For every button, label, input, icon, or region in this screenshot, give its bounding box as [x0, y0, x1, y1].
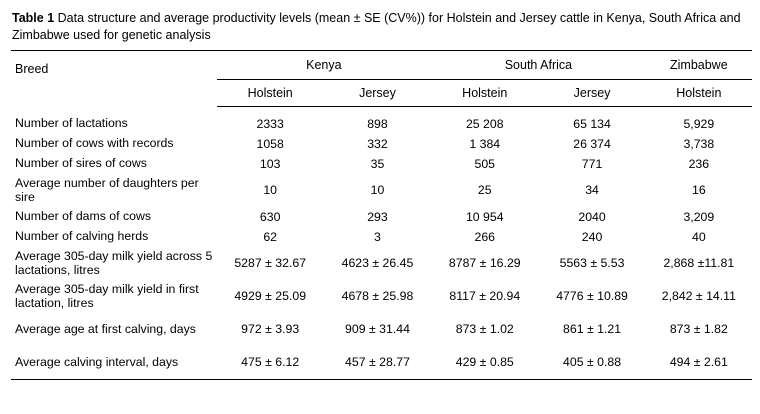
- table-header-sub-row: [11, 79, 752, 106]
- table-caption-label: Table 1: [12, 11, 55, 25]
- subheader-south-africa-jersey: Jersey: [538, 79, 645, 106]
- row-value: 909 ± 31.44: [345, 322, 410, 336]
- row-value: 457 ± 28.77: [324, 346, 431, 380]
- row-value: 5563 ± 5.53: [559, 256, 625, 270]
- row-value: 8117 ± 20.94: [449, 289, 521, 303]
- table-row: [11, 134, 752, 154]
- spacer-cell: [431, 106, 538, 114]
- table-row: [11, 313, 752, 346]
- row-value: 972 ± 3.93: [241, 322, 300, 336]
- row-value: 898: [367, 116, 388, 131]
- row-value: 16: [692, 183, 706, 197]
- row-value: 630: [259, 209, 281, 224]
- row-value: 103: [259, 156, 281, 171]
- row-value: 2,868 ±11.81: [663, 256, 735, 270]
- row-label: Average number of daughters per sire: [15, 175, 199, 204]
- subheader-kenya-holstein: Holstein: [217, 79, 324, 106]
- row-value: 494 ± 2.61: [646, 346, 752, 380]
- row-value: 2333: [256, 116, 284, 131]
- row-value: 861 ± 1.21: [563, 322, 622, 336]
- row-value: 34: [585, 183, 599, 197]
- table-header-group-row: [11, 51, 752, 80]
- row-value: 332: [367, 136, 388, 151]
- row-label: Average 305-day milk yield across 5 lactations, litres: [15, 248, 213, 277]
- row-label: Number of calving herds: [15, 229, 149, 244]
- table-row: [11, 207, 752, 227]
- row-value: 873 ± 1.82: [669, 322, 728, 336]
- row-value: 8787 ± 16.29: [448, 256, 521, 270]
- row-value: 240: [581, 229, 603, 244]
- spacer-cell: [11, 106, 217, 114]
- row-value: 3,209: [683, 209, 715, 224]
- row-value: 25: [477, 183, 492, 197]
- group-header-kenya: Kenya: [217, 51, 432, 80]
- row-value: 505: [474, 156, 496, 171]
- row-label: Number of lactations: [15, 116, 128, 131]
- row-value: 2040: [578, 209, 606, 224]
- stub-subheader-blank: [11, 79, 217, 106]
- table-row: [11, 114, 752, 134]
- spacer-cell: [324, 106, 431, 114]
- row-label: Average calving interval, days: [11, 346, 217, 380]
- row-value: 873 ± 1.02: [455, 322, 514, 336]
- row-value: 4623 ± 26.45: [341, 256, 414, 270]
- row-label: Average 305-day milk yield in first lactation, litres: [15, 281, 199, 310]
- row-value: 5287 ± 32.67: [234, 256, 307, 270]
- row-value: 35: [370, 156, 385, 171]
- row-value: 4929 ± 25.09: [234, 289, 307, 303]
- row-value: 3,738: [683, 136, 715, 151]
- row-label: Number of cows with records: [15, 136, 174, 151]
- data-table: [11, 50, 752, 380]
- row-value: 62: [263, 229, 278, 244]
- group-header-zimbabwe: Zimbabwe: [646, 51, 752, 80]
- row-value: 25 208: [465, 116, 504, 131]
- row-value: 2,842 ± 14.11: [661, 289, 736, 303]
- group-header-south-africa: South Africa: [431, 51, 646, 80]
- table-row: [11, 174, 752, 207]
- row-label: Average age at first calving, days: [15, 321, 196, 336]
- row-value: 40: [692, 229, 706, 244]
- table-row: [11, 280, 752, 313]
- row-value: 1 384: [469, 136, 501, 151]
- subheader-zimbabwe-holstein: Holstein: [646, 79, 752, 106]
- row-value: 65 134: [573, 116, 611, 131]
- table-row: [11, 227, 752, 247]
- row-value: 4678 ± 25.98: [341, 289, 414, 303]
- row-label: Number of dams of cows: [15, 209, 151, 224]
- subheader-south-africa-holstein: Holstein: [431, 79, 538, 106]
- spacer-cell: [217, 106, 324, 114]
- row-value: 10: [370, 183, 385, 197]
- stub-header: Breed: [11, 51, 217, 80]
- table-caption: [12, 10, 754, 44]
- row-value: 10: [263, 183, 278, 197]
- row-value: 4776 ± 10.89: [556, 289, 628, 303]
- spacer-cell: [538, 106, 645, 114]
- subheader-kenya-jersey: Jersey: [324, 79, 431, 106]
- table-row: [11, 346, 752, 380]
- row-value: 3: [374, 229, 381, 244]
- row-value: 26 374: [573, 136, 611, 151]
- row-value: 293: [367, 209, 388, 224]
- row-value: 236: [688, 156, 710, 171]
- row-label: Number of sires of cows: [15, 156, 147, 171]
- table-row: [11, 247, 752, 280]
- row-value: 266: [474, 229, 496, 244]
- row-value: 771: [581, 156, 603, 171]
- spacer-cell: [646, 106, 752, 114]
- row-value: 1058: [256, 136, 284, 151]
- row-value: 10 954: [465, 209, 504, 224]
- table-spacer-row: [11, 106, 752, 114]
- row-value: 5,929: [683, 116, 715, 131]
- row-value: 429 ± 0.85: [431, 346, 538, 380]
- table-row: [11, 154, 752, 174]
- table-caption-text: Data structure and average productivity levels (mean ± SE (CV%)) for Holstein and Jersey cattle in Kenya, South Africa and Zimbabwe used for genetic analysis: [12, 11, 741, 42]
- row-value: 475 ± 6.12: [217, 346, 324, 380]
- row-value: 405 ± 0.88: [538, 346, 645, 380]
